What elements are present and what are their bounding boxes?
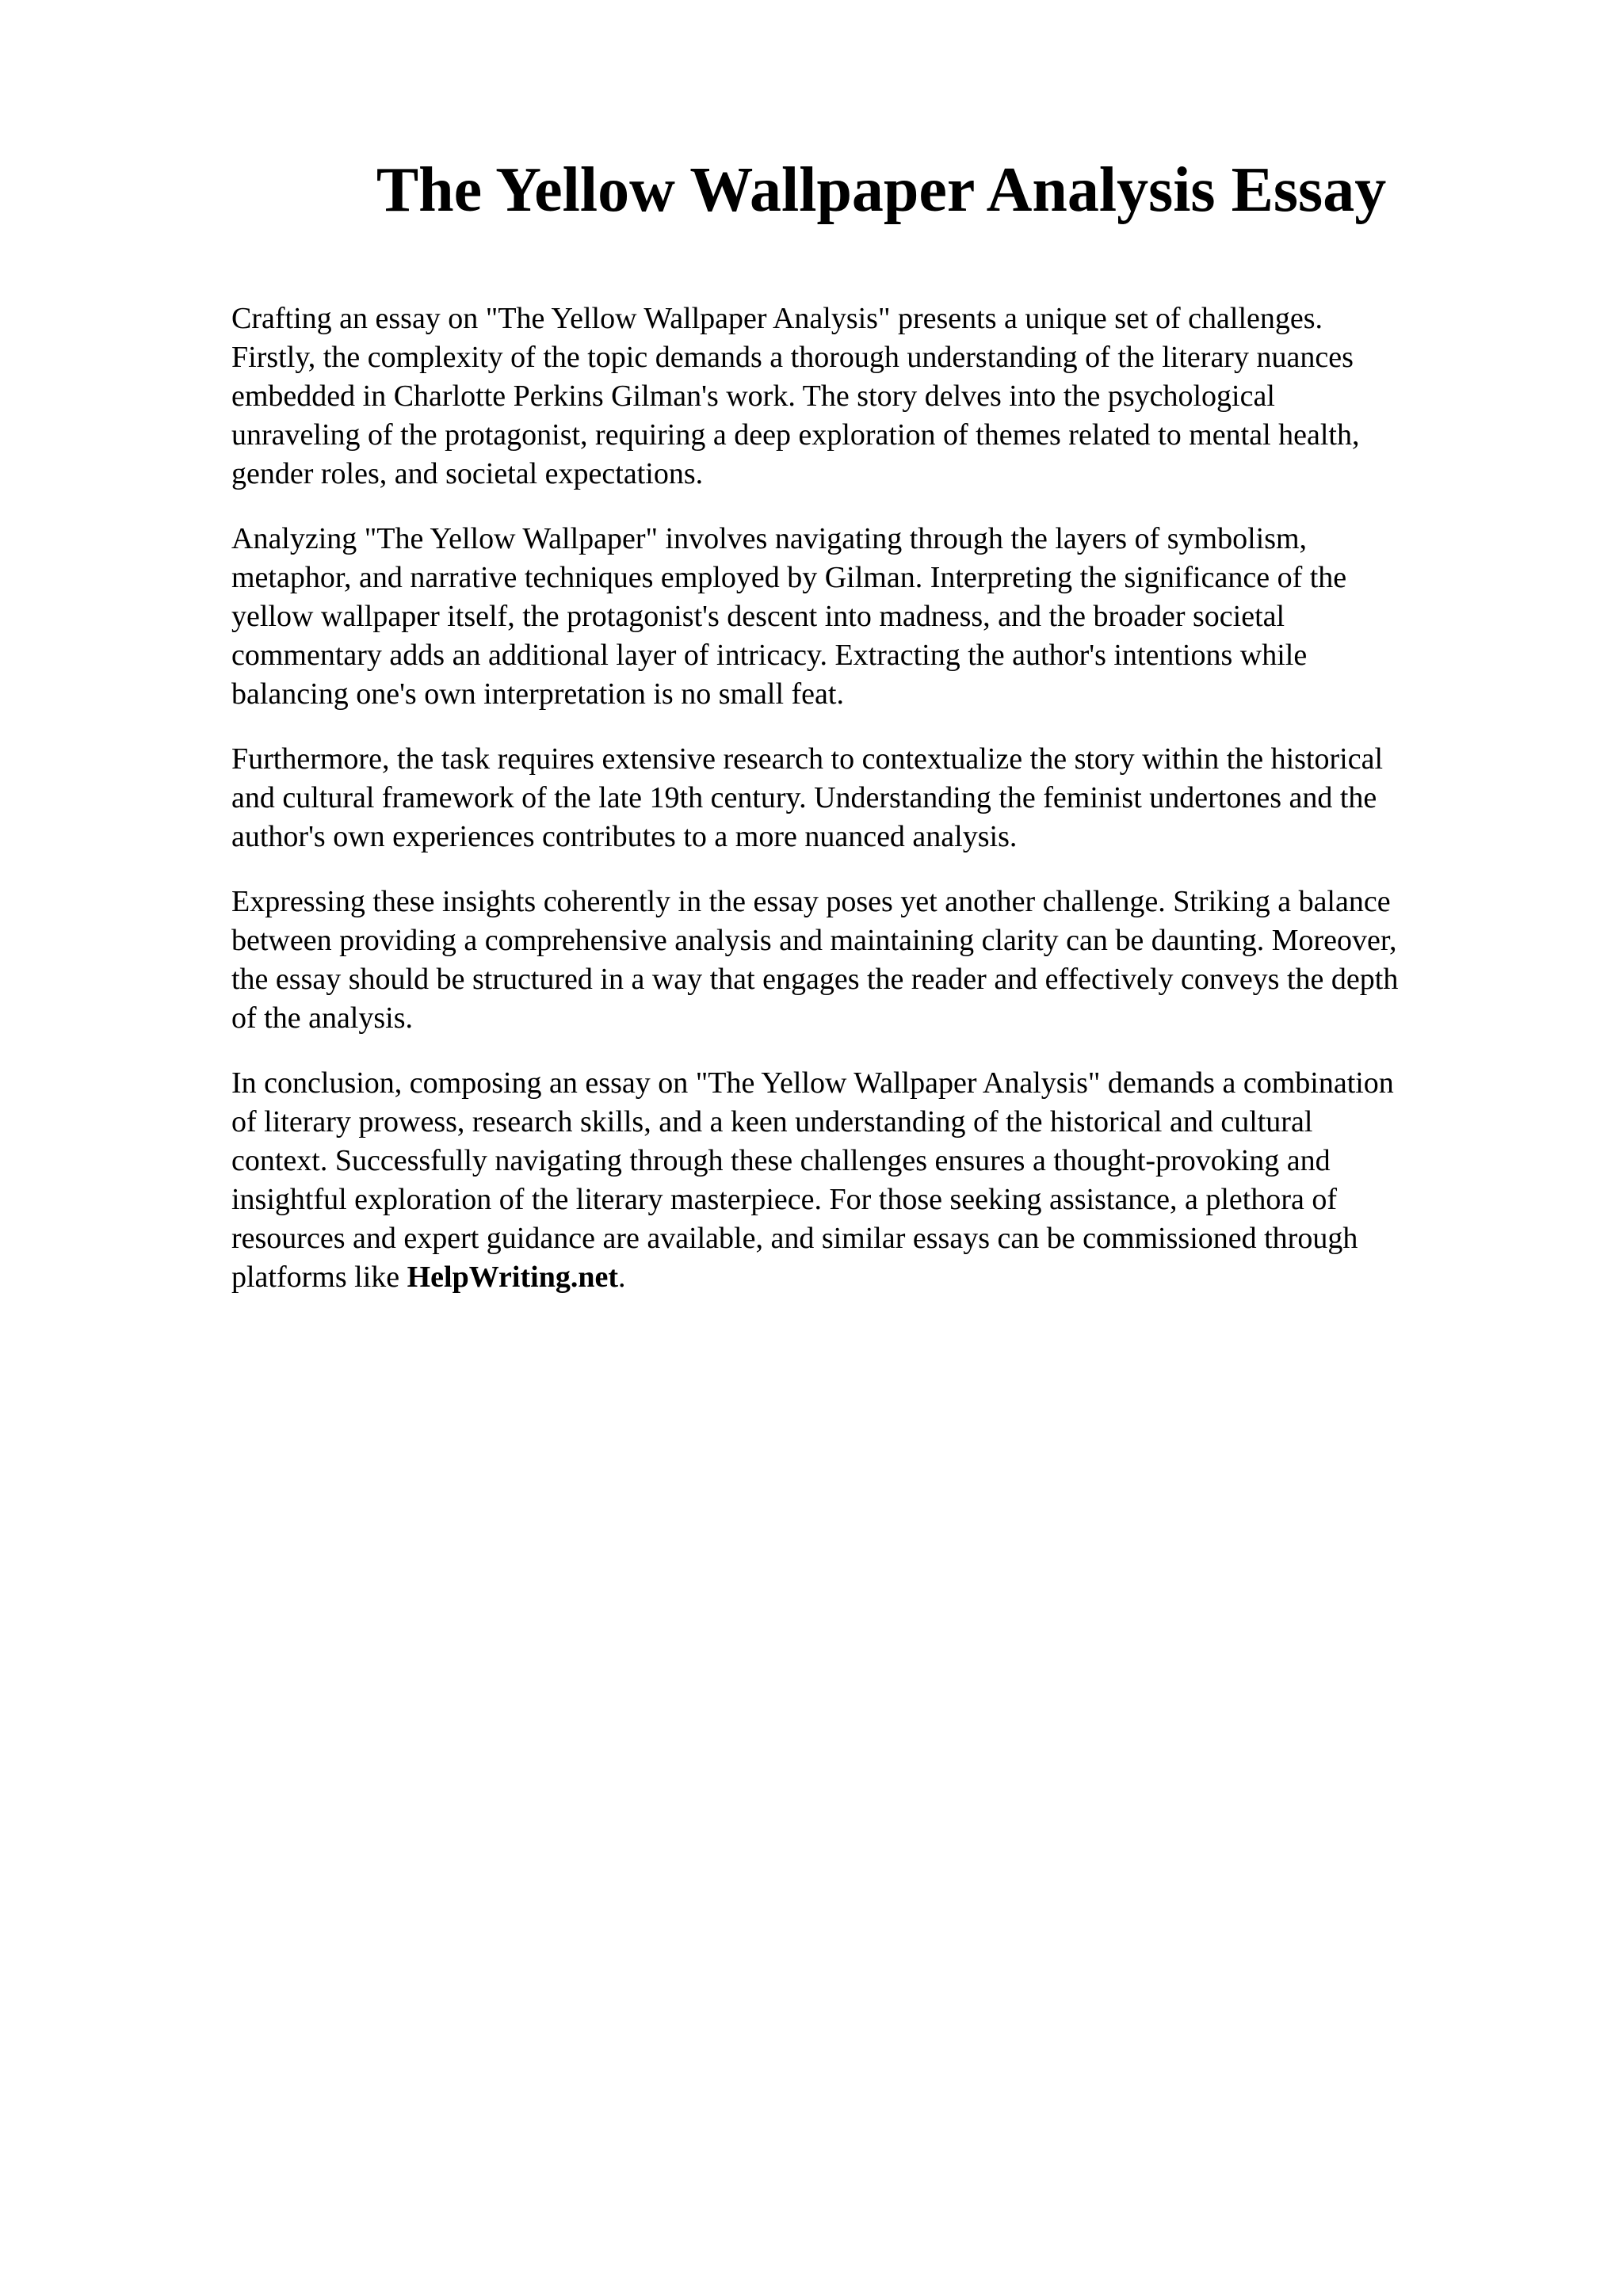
final-line-prefix: platforms like [231,1261,407,1294]
text-line: between providing a comprehensive analysis and maintaining clarity can be daunting. Moreover, [231,924,1397,957]
text-line: author's own experiences contributes to a more nuanced analysis. [231,820,1018,853]
text-line: gender roles, and societal expectations. [231,457,704,490]
text-line: metaphor, and narrative techniques employed by Gilman. Interpreting the significance of the [231,561,1347,594]
text-line: of literary prowess, research skills, and a keen understanding of the historical and cultural [231,1105,1313,1138]
text-line: unraveling of the protagonist, requiring a deep exploration of themes related to mental health, [231,418,1360,452]
essay-body [231,299,1531,1323]
text-line: Expressing these insights coherently in the essay poses yet another challenge. Striking a balance [231,885,1391,918]
text-line: Analyzing "The Yellow Wallpaper" involves navigating through the layers of symbolism, [231,522,1308,555]
text-line: embedded in Charlotte Perkins Gilman's work. The story delves into the psychological [231,379,1275,413]
text-line: resources and expert guidance are available, and similar essays can be commissioned through [231,1222,1358,1255]
text-line: the essay should be structured in a way that engages the reader and effectively conveys the depth [231,963,1399,996]
text-line: yellow wallpaper itself, the protagonist's descent into madness, and the broader societal [231,600,1285,633]
helpwriting-link[interactable]: HelpWriting.net [407,1261,618,1294]
text-line: balancing one's own interpretation is no small feat. [231,677,844,711]
paragraph-2 [231,520,1531,714]
text-line: insightful exploration of the literary masterpiece. For those seeking assistance, a plethora of [231,1183,1338,1216]
text-line: Furthermore, the task requires extensive research to contextualize the story within the historical [231,742,1384,776]
paragraph-3 [231,740,1531,856]
document-title: The Yellow Wallpaper Analysis Essay [376,155,1387,225]
paragraph-4 [231,883,1531,1038]
text-line: context. Successfully navigating through these challenges ensures a thought-provoking and [231,1144,1331,1177]
text-line: and cultural framework of the late 19th century. Understanding the feminist undertones and the [231,781,1377,814]
text-line: of the analysis. [231,1001,414,1035]
text-line: Crafting an essay on "The Yellow Wallpaper Analysis" presents a unique set of challenges. [231,302,1323,335]
paragraph-5 [231,1064,1531,1297]
text-line: Firstly, the complexity of the topic demands a thorough understanding of the literary nuances [231,341,1354,374]
text-line-final [231,1258,1531,1297]
text-line: In conclusion, composing an essay on "The Yellow Wallpaper Analysis" demands a combination [231,1066,1394,1100]
paragraph-1 [231,299,1531,494]
final-line-suffix: . [617,1261,626,1294]
text-line: commentary adds an additional layer of intricacy. Extracting the author's intentions while [231,639,1308,672]
